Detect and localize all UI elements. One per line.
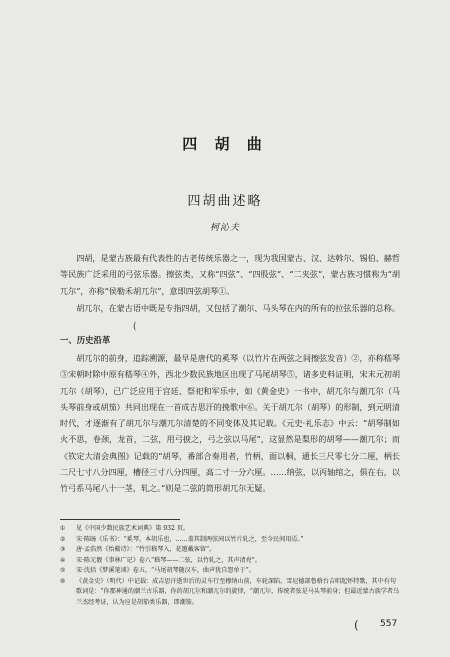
footnotes — [60, 524, 400, 608]
footnote-divider — [60, 519, 180, 520]
chapter-title: 四 胡 曲 — [182, 135, 268, 153]
margin-pen-mark: ( — [354, 618, 359, 632]
page-number: 557 — [380, 619, 398, 629]
section-heading: 一、历史沿革 — [60, 335, 111, 345]
footnote — [60, 524, 400, 535]
footnote — [60, 577, 400, 609]
paragraph-text: 胡兀尔的前身，追踪溯源，最早是唐代的奚琴（以竹片在两弦之间擦弦发音）②，亦称嵇琴③宋朝时除中原有嵇琴④外，西北少数民族地区出现了马尾胡琴⑤，诸多史料证明，宋末元初胡兀尔（胡琴），已广泛应用于宫廷、祭祀和军乐中，如《黄金史》一书中，胡兀尔与潮兀尔（马头琴前身或胡笳）共同出现在一首成吉思汗的挽歌中⑥。关于胡兀尔（胡琴）的形制，到元明清时代，才逐渐有了胡兀尔与潮兀尔清楚的不同变体及其记载。《元史·礼乐志》中云：“胡琴制如火不思，卷颈，龙首，二弦，用弓捩之，弓之弦以马尾”，这显然是梨形的胡琴——潮兀尔；而《钦定大清会典图》记载的“胡琴，番部合奏用者，竹柄，面以桐，通长三尺零七分二厘，柄长二尺七寸八分四厘，槽径三寸八分四厘，高二寸一分六厘。……纳弦，以丙轴绾之，俱在右，以竹弓系马尾八十一茎，轧之。”则是二弦的筒形胡兀尔无疑。 — [60, 353, 400, 494]
footnote — [60, 545, 400, 556]
footnote-number: ① — [60, 525, 66, 532]
footnote-number: ④ — [60, 556, 66, 564]
author-name: 柯沁夫 — [209, 223, 240, 233]
stray-pen-mark: ( — [133, 322, 137, 332]
paragraph-text: 胡兀尔，在蒙古语中既是专指四胡，又包括了潮尔、马头琴在内的所有的拉弦乐器的总称。 — [76, 303, 400, 313]
footnote-number: ⑥ — [60, 577, 66, 585]
footnote-text: 宋·陈旸《乐书》：“奚琴，本胡乐也，……盖其制两弦间以竹片轧之，至今民间用焉。” — [76, 535, 304, 543]
footnote — [60, 535, 400, 546]
footnote-text: 见《中国少数民族艺术词典》第 932 页。 — [76, 525, 190, 532]
footnote-number: ⑤ — [60, 567, 66, 574]
footnote-number: ② — [60, 535, 66, 543]
footnote-text: 宋·沈括《梦溪笔谈》卷五，“马尾胡琴随汉车，曲声犹自怨单于”。 — [76, 567, 255, 574]
paragraph-text: 四胡，是蒙古族最有代表性的古老传统乐器之一，现为我国蒙古、汉、达斡尔、锡伯、赫哲等民族广泛采用的弓弦乐器。擦弦类，又称“四弦”、“四股弦”、“二夹弦”，蒙古族习惯称为“胡兀尔”，亦称“侯勒禾胡兀尔”，意即四弦胡琴①。 — [60, 253, 400, 296]
footnote-number: ③ — [60, 546, 66, 553]
intro-paragraph-2 — [60, 300, 400, 316]
footnote-text: 唐·孟浩然《怡谿诗》：“竹引嵇琴入，花邀戴客留”。 — [76, 546, 216, 553]
footnote — [60, 556, 400, 567]
footnote-text: 《黄金史》（明代）中记载：成吉思汗逝世后的灵车行至穆纳山前，车轮深陷，雪尼德部鲁格台吉唱起怀特歌，其中有句歌词是：“你那神通的潮兰古乐器，你的胡兀尔和潮兀尔的旋律，“潮兀尔，传统者弦是马头琴前身；但最近蒙古族学者乌兰杰经考证，认为应是胡笳类乐器，即潮笳。 — [76, 577, 400, 606]
footnote-text: 宋·陈元靓《事林广记》卷八“嵇琴——二弦，以竹轧之，其声清亮”。 — [76, 556, 261, 564]
footnote — [60, 566, 400, 577]
history-paragraph — [60, 350, 400, 497]
article-title: 四胡曲述略 — [187, 194, 263, 209]
intro-paragraph-1 — [60, 250, 400, 299]
